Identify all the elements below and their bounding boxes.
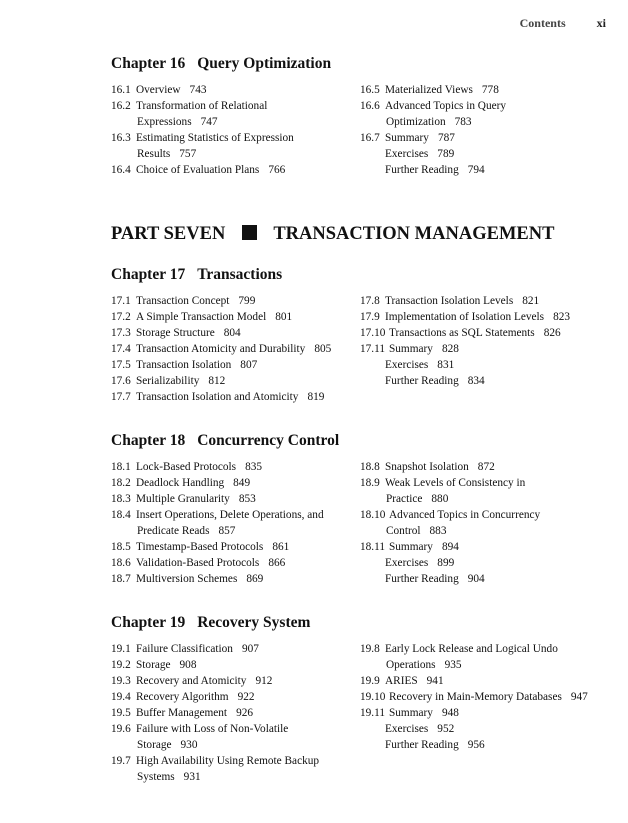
toc-entry[interactable] xyxy=(360,555,620,571)
toc-entry[interactable] xyxy=(360,721,620,737)
toc-entry[interactable] xyxy=(111,162,361,178)
section-title: Further Reading xyxy=(385,375,459,387)
section-number: 16.5 xyxy=(360,84,380,96)
section-number: 19.6 xyxy=(111,723,131,735)
toc-entry[interactable] xyxy=(111,641,361,657)
chapter-title: Transactions xyxy=(197,266,283,283)
chapter-heading xyxy=(111,431,611,451)
part-label: PART SEVEN xyxy=(111,224,226,244)
section-title: Transactions as SQL Statements xyxy=(389,327,535,339)
toc-entry-continuation[interactable] xyxy=(111,114,361,130)
section-title: Exercises xyxy=(385,148,429,160)
page-ref: 783 xyxy=(454,116,472,128)
page-ref: 908 xyxy=(179,659,197,671)
toc-entry[interactable] xyxy=(111,555,361,571)
chapter-number: Chapter 17 xyxy=(111,266,186,283)
section-title: Estimating Statistics of Expression xyxy=(136,132,294,144)
toc-entry[interactable] xyxy=(360,705,620,721)
toc-entry-continuation[interactable] xyxy=(360,657,620,673)
section-number: 18.8 xyxy=(360,461,380,473)
section-title: Materialized Views xyxy=(385,84,473,96)
section-number: 17.2 xyxy=(111,311,131,323)
page-ref: 799 xyxy=(238,295,256,307)
page-ref: 766 xyxy=(268,164,286,176)
section-title: Further Reading xyxy=(385,739,459,751)
page-ref: 743 xyxy=(189,84,207,96)
part-title: TRANSACTION MANAGEMENT xyxy=(273,224,555,244)
section-number: 19.3 xyxy=(111,675,131,687)
toc-column-right xyxy=(360,82,620,178)
toc-entry[interactable] xyxy=(111,491,361,507)
page-ref: 807 xyxy=(240,359,258,371)
running-header xyxy=(520,16,606,31)
page-ref: 926 xyxy=(236,707,254,719)
section-number: 18.6 xyxy=(111,557,131,569)
section-number: 16.6 xyxy=(360,100,380,112)
section-title: Transaction Concept xyxy=(136,295,230,307)
toc-entry[interactable] xyxy=(360,571,620,587)
section-title: ARIES xyxy=(385,675,418,687)
page-ref: 956 xyxy=(467,739,485,751)
section-number: 19.8 xyxy=(360,643,380,655)
section-title: Further Reading xyxy=(385,573,459,585)
section-title: High Availability Using Remote Backup xyxy=(136,755,320,767)
chapter-title: Concurrency Control xyxy=(197,432,340,449)
section-title: Insert Operations, Delete Operations, and xyxy=(136,509,324,521)
page-ref: 935 xyxy=(444,659,462,671)
page-ref: 778 xyxy=(481,84,499,96)
page-ref: 812 xyxy=(208,375,226,387)
toc-entry[interactable] xyxy=(360,673,620,689)
section-title: Exercises xyxy=(385,723,429,735)
section-title: Failure with Loss of Non-Volatile xyxy=(136,723,289,735)
section-title-continued: Control xyxy=(386,525,421,537)
page-ref: 861 xyxy=(272,541,290,553)
toc-entry[interactable] xyxy=(111,325,361,341)
toc-entry-continuation[interactable] xyxy=(111,737,361,753)
section-title: Recovery Algorithm xyxy=(136,691,229,703)
page-ref: 899 xyxy=(437,557,455,569)
toc-entry[interactable] xyxy=(111,98,361,114)
section-number: 19.11 xyxy=(360,707,385,719)
section-number: 18.10 xyxy=(360,509,386,521)
section-title: Deadlock Handling xyxy=(136,477,225,489)
section-number: 18.9 xyxy=(360,477,380,489)
page-ref: 853 xyxy=(238,493,256,505)
chapter-number: Chapter 18 xyxy=(111,432,186,449)
page-ref: 883 xyxy=(429,525,447,537)
toc-entry[interactable] xyxy=(360,82,620,98)
chapter-heading xyxy=(111,613,611,633)
toc-entry[interactable] xyxy=(360,641,620,657)
section-number: 17.5 xyxy=(111,359,131,371)
chapter-title: Recovery System xyxy=(197,614,311,631)
page-ref: 821 xyxy=(522,295,540,307)
section-number: 17.10 xyxy=(360,327,386,339)
section-title: Recovery in Main-Memory Databases xyxy=(389,691,562,703)
toc-entry[interactable] xyxy=(111,673,361,689)
toc-entry[interactable] xyxy=(111,705,361,721)
toc-column-right xyxy=(360,459,620,587)
chapter-18 xyxy=(111,431,611,589)
section-title: Serializability xyxy=(136,375,200,387)
section-title-continued: Predicate Reads xyxy=(137,525,210,537)
toc-entry[interactable] xyxy=(111,389,361,405)
page-ref: 904 xyxy=(467,573,485,585)
section-title: Overview xyxy=(136,84,181,96)
section-title: Snapshot Isolation xyxy=(385,461,469,473)
section-title: Transaction Isolation Levels xyxy=(385,295,514,307)
section-title-continued: Expressions xyxy=(137,116,192,128)
toc-column-right xyxy=(360,293,620,389)
toc-entry[interactable] xyxy=(111,571,361,587)
toc-column-left xyxy=(111,459,361,587)
chapter-number: Chapter 16 xyxy=(111,55,186,72)
toc-entry[interactable] xyxy=(111,357,361,373)
toc-entry[interactable] xyxy=(111,459,361,475)
page-ref: 912 xyxy=(255,675,273,687)
page-ref: 804 xyxy=(223,327,241,339)
section-number: 19.5 xyxy=(111,707,131,719)
section-number: 16.2 xyxy=(111,100,131,112)
toc-entry[interactable] xyxy=(360,146,620,162)
section-title: Early Lock Release and Logical Undo xyxy=(385,643,558,655)
section-number: 17.7 xyxy=(111,391,131,403)
page-ref: 872 xyxy=(477,461,495,473)
section-title: Summary xyxy=(389,343,433,355)
toc-entry-continuation[interactable] xyxy=(111,523,361,539)
section-title: Implementation of Isolation Levels xyxy=(385,311,545,323)
section-title: Transaction Isolation and Atomicity xyxy=(136,391,299,403)
toc-entry[interactable] xyxy=(360,539,620,555)
toc-entry[interactable] xyxy=(111,689,361,705)
page-ref: 948 xyxy=(441,707,459,719)
page-ref: 826 xyxy=(543,327,561,339)
toc-entry-continuation[interactable] xyxy=(111,146,361,162)
toc-entry-continuation[interactable] xyxy=(360,114,620,130)
toc-entry[interactable] xyxy=(360,98,620,114)
section-number: 18.7 xyxy=(111,573,131,585)
section-number: 19.7 xyxy=(111,755,131,767)
square-ornament-icon xyxy=(242,225,257,240)
section-number: 17.6 xyxy=(111,375,131,387)
section-number: 17.3 xyxy=(111,327,131,339)
section-title: Choice of Evaluation Plans xyxy=(136,164,260,176)
page-ref: 805 xyxy=(314,343,332,355)
toc-entry[interactable] xyxy=(111,721,361,737)
chapter-heading xyxy=(111,54,611,74)
section-title: Advanced Topics in Query xyxy=(385,100,507,112)
toc-entry[interactable] xyxy=(360,737,620,753)
page-ref: 835 xyxy=(245,461,263,473)
page-ref: 907 xyxy=(241,643,259,655)
page-ref: 922 xyxy=(237,691,255,703)
section-title: Validation-Based Protocols xyxy=(136,557,260,569)
toc-entry[interactable] xyxy=(360,459,620,475)
section-title: Failure Classification xyxy=(136,643,233,655)
section-title: Storage Structure xyxy=(136,327,215,339)
toc-column-left xyxy=(111,293,361,405)
toc-entry[interactable] xyxy=(111,82,361,98)
page-ref: 819 xyxy=(307,391,325,403)
section-number: 16.4 xyxy=(111,164,131,176)
section-title: Summary xyxy=(389,541,433,553)
toc-entry[interactable] xyxy=(111,309,361,325)
chapter-number: Chapter 19 xyxy=(111,614,186,631)
toc-entry-continuation[interactable] xyxy=(360,491,620,507)
section-title: Timestamp-Based Protocols xyxy=(136,541,264,553)
section-title-continued: Results xyxy=(137,148,171,160)
toc-entry[interactable] xyxy=(111,507,361,523)
chapter-19 xyxy=(111,613,611,791)
page-ref: 823 xyxy=(553,311,571,323)
toc-entry[interactable] xyxy=(360,373,620,389)
page-ref: 801 xyxy=(275,311,293,323)
page-ref: 849 xyxy=(233,477,251,489)
page-ref: 789 xyxy=(437,148,455,160)
toc-entry[interactable] xyxy=(360,325,620,341)
page-ref: 757 xyxy=(179,148,197,160)
section-title: Multiversion Schemes xyxy=(136,573,238,585)
page-ref: 880 xyxy=(431,493,449,505)
page-ref: 866 xyxy=(268,557,286,569)
toc-entry[interactable] xyxy=(360,309,620,325)
chapter-16 xyxy=(111,54,611,182)
toc-entry-continuation[interactable] xyxy=(111,769,361,785)
running-header-title: Contents xyxy=(519,16,566,30)
toc-entry[interactable] xyxy=(111,657,361,673)
toc-entry[interactable] xyxy=(111,753,361,769)
page-ref: 947 xyxy=(570,691,588,703)
section-title: Transaction Atomicity and Durability xyxy=(136,343,306,355)
toc-column-left xyxy=(111,82,361,178)
section-title-continued: Systems xyxy=(137,771,175,783)
toc-entry[interactable] xyxy=(111,130,361,146)
toc-entry[interactable] xyxy=(360,357,620,373)
page-ref: 794 xyxy=(467,164,485,176)
section-title: Buffer Management xyxy=(136,707,228,719)
section-title: Multiple Granularity xyxy=(136,493,230,505)
toc-entry[interactable] xyxy=(360,162,620,178)
chapter-title: Query Optimization xyxy=(197,55,332,72)
section-title: Transformation of Relational xyxy=(136,100,268,112)
page-ref: 941 xyxy=(426,675,444,687)
toc-entry[interactable] xyxy=(360,475,620,491)
page-ref: 834 xyxy=(467,375,485,387)
chapter-heading xyxy=(111,265,611,285)
toc-entry[interactable] xyxy=(111,475,361,491)
toc-entry[interactable] xyxy=(360,341,620,357)
section-number: 19.9 xyxy=(360,675,380,687)
toc-entry-continuation[interactable] xyxy=(360,523,620,539)
section-number: 17.11 xyxy=(360,343,385,355)
chapter-17 xyxy=(111,265,611,408)
toc-entry[interactable] xyxy=(360,293,620,309)
page-ref: 869 xyxy=(246,573,264,585)
page-ref: 894 xyxy=(441,541,459,553)
section-number: 17.9 xyxy=(360,311,380,323)
page-number: xi xyxy=(596,16,606,30)
toc-entry[interactable] xyxy=(111,341,361,357)
page-ref: 828 xyxy=(441,343,459,355)
toc-entry[interactable] xyxy=(111,373,361,389)
toc-entry[interactable] xyxy=(111,293,361,309)
section-number: 18.5 xyxy=(111,541,131,553)
section-number: 18.2 xyxy=(111,477,131,489)
toc-entry[interactable] xyxy=(360,507,620,523)
section-number: 19.4 xyxy=(111,691,131,703)
section-number: 16.7 xyxy=(360,132,380,144)
section-title: Weak Levels of Consistency in xyxy=(385,477,526,489)
page-ref: 857 xyxy=(218,525,236,537)
section-number: 17.1 xyxy=(111,295,131,307)
section-title: Further Reading xyxy=(385,164,459,176)
section-title: Lock-Based Protocols xyxy=(136,461,237,473)
section-number: 19.10 xyxy=(360,691,386,703)
section-number: 19.1 xyxy=(111,643,131,655)
page-ref: 952 xyxy=(437,723,455,735)
section-title: Storage xyxy=(136,659,171,671)
page-ref: 931 xyxy=(183,771,201,783)
section-title-continued: Practice xyxy=(386,493,423,505)
toc-column-right xyxy=(360,641,620,753)
section-title: Transaction Isolation xyxy=(136,359,232,371)
section-number: 19.2 xyxy=(111,659,131,671)
page-ref: 747 xyxy=(200,116,218,128)
section-title-continued: Operations xyxy=(386,659,436,671)
toc-entry[interactable] xyxy=(360,689,620,705)
toc-column-left xyxy=(111,641,361,785)
section-number: 18.3 xyxy=(111,493,131,505)
section-title: Summary xyxy=(385,132,429,144)
section-title: Summary xyxy=(389,707,433,719)
part-heading xyxy=(111,224,554,245)
toc-entry[interactable] xyxy=(360,130,620,146)
section-title: A Simple Transaction Model xyxy=(136,311,267,323)
section-title: Exercises xyxy=(385,359,429,371)
section-number: 16.3 xyxy=(111,132,131,144)
section-number: 18.1 xyxy=(111,461,131,473)
section-title-continued: Optimization xyxy=(386,116,446,128)
page-ref: 930 xyxy=(180,739,198,751)
section-title: Exercises xyxy=(385,557,429,569)
toc-entry[interactable] xyxy=(111,539,361,555)
page-ref: 831 xyxy=(437,359,455,371)
section-number: 17.8 xyxy=(360,295,380,307)
section-number: 17.4 xyxy=(111,343,131,355)
section-title: Recovery and Atomicity xyxy=(136,675,247,687)
section-number: 16.1 xyxy=(111,84,131,96)
section-number: 18.4 xyxy=(111,509,131,521)
page-ref: 787 xyxy=(437,132,455,144)
section-title-continued: Storage xyxy=(137,739,172,751)
section-title: Advanced Topics in Concurrency xyxy=(389,509,541,521)
section-number: 18.11 xyxy=(360,541,385,553)
